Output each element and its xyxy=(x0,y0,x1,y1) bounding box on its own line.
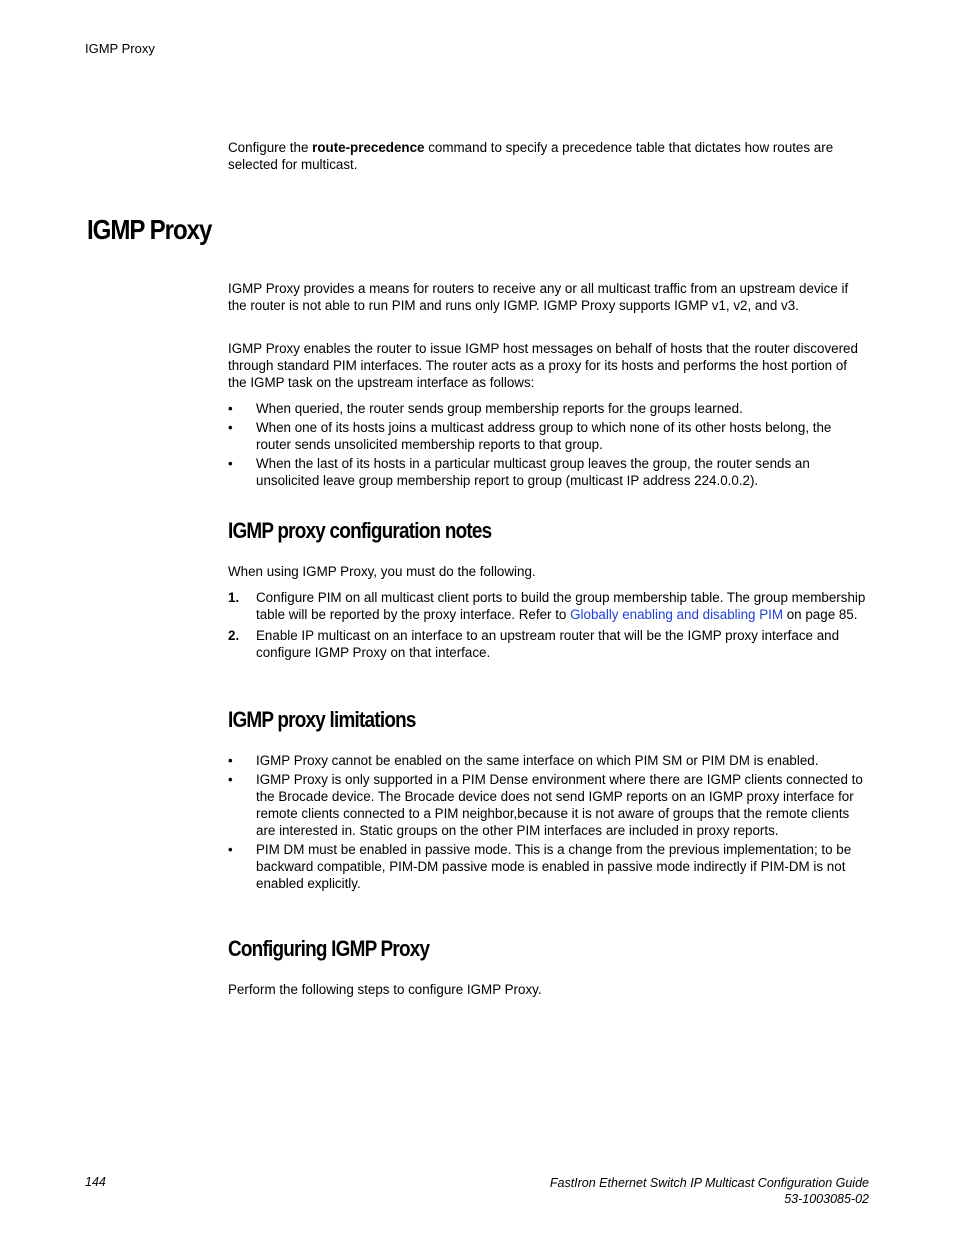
list-item xyxy=(228,841,868,892)
list-item xyxy=(228,752,868,769)
intro-paragraph xyxy=(228,139,868,173)
notes-heading: IGMP proxy configuration notes xyxy=(228,518,492,543)
intro-text-before: Configure the xyxy=(228,140,313,155)
doc-number: 53-1003085-02 xyxy=(784,1192,869,1206)
limitations-heading: IGMP proxy limitations xyxy=(228,707,416,732)
bullet-marker: • xyxy=(228,401,233,416)
list-item xyxy=(228,419,868,453)
command-name: route-precedence xyxy=(312,140,425,155)
footer-doc-info xyxy=(550,1175,869,1207)
bullet-marker: • xyxy=(228,456,233,471)
step-text-after: on page 85. xyxy=(783,607,858,622)
list-item xyxy=(228,400,868,417)
bullet-text: IGMP Proxy is only supported in a PIM Dense environment where there are IGMP clients connected to the Brocade device. The Brocade device does not send IGMP reports on an IGMP proxy interface for remote clients connected to a PIM neighbor,because it is not aware of groups that the remote clients are interested in. Static groups on the other PIM interfaces are included in proxy reports. xyxy=(256,772,863,838)
page-number: 144 xyxy=(85,1175,106,1189)
configuring-heading: Configuring IGMP Proxy xyxy=(228,936,430,961)
bullet-text: IGMP Proxy cannot be enabled on the same interface on which PIM SM or PIM DM is enabled. xyxy=(256,753,819,768)
step-text-before: Configure PIM on all multicast client ports to build the group membership table. The group membership table will be reported by the proxy interface. Refer to xyxy=(256,590,866,622)
step-number: 1. xyxy=(228,590,240,605)
list-item xyxy=(228,627,868,661)
section-paragraph-1: IGMP Proxy provides a means for routers to receive any or all multicast traffic from an upstream device if the router is not able to run PIM and runs only IGMP. IGMP Proxy supports IGMP v1, v2, and v3. xyxy=(228,281,849,313)
bullet-text: When queried, the router sends group membership reports for the groups learned. xyxy=(256,401,743,416)
configuring-intro: Perform the following steps to configure IGMP Proxy. xyxy=(228,982,542,997)
notes-intro: When using IGMP Proxy, you must do the following. xyxy=(228,564,536,579)
section-paragraph-2: IGMP Proxy enables the router to issue IGMP host messages on behalf of hosts that the router discovered through standard PIM interfaces. The router acts as a proxy for its hosts and performs the host portion of the IGMP task on the upstream interface as follows: xyxy=(228,341,858,390)
bullet-marker: • xyxy=(228,772,233,787)
section-title: IGMP Proxy xyxy=(87,214,212,245)
bullet-marker: • xyxy=(228,842,233,857)
intro-text-after: command to specify a precedence table that dictates how routes are selected for multicast. xyxy=(228,140,834,172)
bullet-marker: • xyxy=(228,420,233,435)
pim-link[interactable]: Globally enabling and disabling PIM xyxy=(570,607,784,622)
list-item xyxy=(228,589,868,623)
bullet-marker: • xyxy=(228,753,233,768)
guide-title: FastIron Ethernet Switch IP Multicast Configuration Guide xyxy=(549,1176,869,1190)
section-bullet-list xyxy=(228,400,868,491)
bullet-text: When one of its hosts joins a multicast address group to which none of its other hosts belong, the router sends unsolicited membership reports to that group. xyxy=(256,420,832,452)
limitations-bullet-list xyxy=(228,752,868,894)
running-header: IGMP Proxy xyxy=(85,41,155,56)
list-item xyxy=(228,455,868,489)
step-text: Enable IP multicast on an interface to an upstream router that will be the IGMP proxy interface and configure IGMP Proxy on that interface. xyxy=(256,628,840,660)
step-number: 2. xyxy=(228,628,240,643)
bullet-text: When the last of its hosts in a particular multicast group leaves the group, the router sends an unsolicited leave group membership report to group (multicast IP address 224.0.0.2). xyxy=(256,456,810,488)
notes-steps-list xyxy=(228,589,868,663)
bullet-text: PIM DM must be enabled in passive mode. This is a change from the previous implementation; to be backward compatible, PIM-DM passive mode is enabled in passive mode indirectly if PIM-DM is not enabled explicitly. xyxy=(256,842,852,891)
list-item xyxy=(228,771,868,839)
